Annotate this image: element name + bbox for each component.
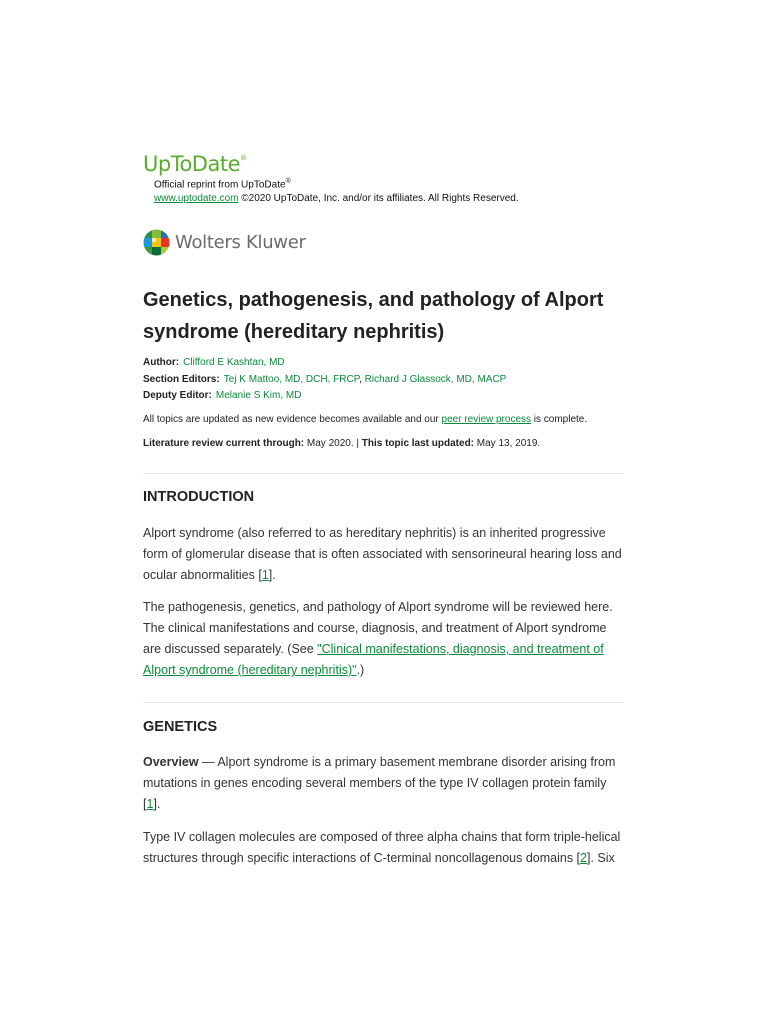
author-label: Author: bbox=[143, 357, 180, 368]
update-note bbox=[143, 414, 587, 425]
update-note-pre: All topics are updated as new evidence becomes available and our bbox=[143, 414, 442, 425]
reference-link-1b[interactable]: 1 bbox=[146, 797, 154, 811]
uptodate-site-link[interactable]: www.uptodate.com bbox=[154, 193, 239, 204]
deputy-editor-line bbox=[143, 390, 301, 401]
wolters-kluwer-mark-icon bbox=[143, 229, 170, 256]
collagen-end: ]. Six bbox=[586, 851, 615, 865]
article-title: Genetics, pathogenesis, and pathology of Alport syndrome (hereditary nephritis) bbox=[143, 289, 604, 343]
reference-link-2[interactable]: 2 bbox=[580, 851, 587, 865]
reprint-text: Official reprint from UpToDate bbox=[154, 179, 286, 191]
overview-label: Overview bbox=[143, 755, 199, 769]
last-updated-label: This topic last updated: bbox=[361, 438, 475, 449]
intro-p2-text: The pathogenesis, genetics, and pathology of Alport syndrome will be reviewed here. The clinical manifestations and course, diagnosis, and treatment of Alport syndrome are discussed separately. (See bbox=[143, 600, 613, 656]
intro-paragraph-2 bbox=[143, 597, 625, 681]
update-note-post: is complete. bbox=[531, 414, 588, 425]
collagen-text: Type IV collagen molecules are composed of three alpha chains that form triple-helical structures through specific interactions of C-terminal noncollagenous domains [ bbox=[143, 830, 621, 865]
section-editors-label: Section Editors: bbox=[143, 374, 220, 385]
wolters-kluwer-text: Wolters Kluwer bbox=[175, 231, 306, 253]
deputy-editor-link[interactable]: Melanie S Kim, MD bbox=[215, 390, 302, 401]
overview-text: — Alport syndrome is a primary basement membrane disorder arising from mutations in genes encoding several members of the type IV collagen protein family [ bbox=[143, 755, 616, 811]
intro-p1-text: Alport syndrome (also referred to as hereditary nephritis) is an inherited progressive form of glomerular disease that is often associated with sensorineural hearing loss and ocular abnormalities [ bbox=[143, 526, 622, 582]
divider bbox=[143, 473, 624, 474]
author-line bbox=[143, 357, 285, 368]
introduction-heading: INTRODUCTION bbox=[143, 489, 255, 505]
copyright-text: ©2020 UpToDate, Inc. and/or its affiliates. All Rights Reserved. bbox=[241, 193, 519, 204]
reprint-notice bbox=[154, 178, 291, 190]
copyright-line bbox=[154, 193, 519, 204]
section-editor-link-2[interactable]: Richard J Glassock, MD, MACP bbox=[364, 374, 507, 385]
lit-review-value: May 2020. | bbox=[304, 438, 362, 449]
section-editor-link-1[interactable]: Tej K Mattoo, MD, DCH, FRCP bbox=[223, 374, 360, 385]
genetics-heading: GENETICS bbox=[143, 719, 218, 735]
registered-mark: ® bbox=[240, 154, 247, 162]
intro-p1-end: ]. bbox=[268, 568, 276, 582]
overview-paragraph bbox=[143, 752, 625, 815]
review-dates bbox=[143, 438, 540, 449]
section-editors-line bbox=[143, 374, 506, 385]
reprint-registered-mark: ® bbox=[285, 178, 291, 185]
section-editor-separator: , bbox=[359, 374, 362, 385]
intro-p2-end: .) bbox=[356, 663, 365, 677]
wolters-kluwer-logo bbox=[143, 228, 306, 256]
lit-review-label: Literature review current through: bbox=[143, 438, 305, 449]
uptodate-logo-text: UpToDate bbox=[143, 152, 241, 176]
last-updated-value: May 13, 2019. bbox=[474, 438, 541, 449]
overview-end: ]. bbox=[153, 797, 161, 811]
author-link[interactable]: Clifford E Kashtan, MD bbox=[183, 357, 285, 368]
clinical-manifestations-link[interactable]: "Clinical manifestations, diagnosis, and treatment of Alport syndrome (hereditary nephritis)" bbox=[143, 642, 604, 677]
reference-link-1[interactable]: 1 bbox=[261, 568, 269, 582]
deputy-editor-label: Deputy Editor: bbox=[143, 390, 212, 401]
uptodate-logo bbox=[143, 152, 247, 176]
divider bbox=[143, 702, 624, 703]
intro-paragraph-1 bbox=[143, 523, 625, 586]
collagen-paragraph bbox=[143, 827, 625, 869]
peer-review-link[interactable]: peer review process bbox=[441, 414, 532, 425]
